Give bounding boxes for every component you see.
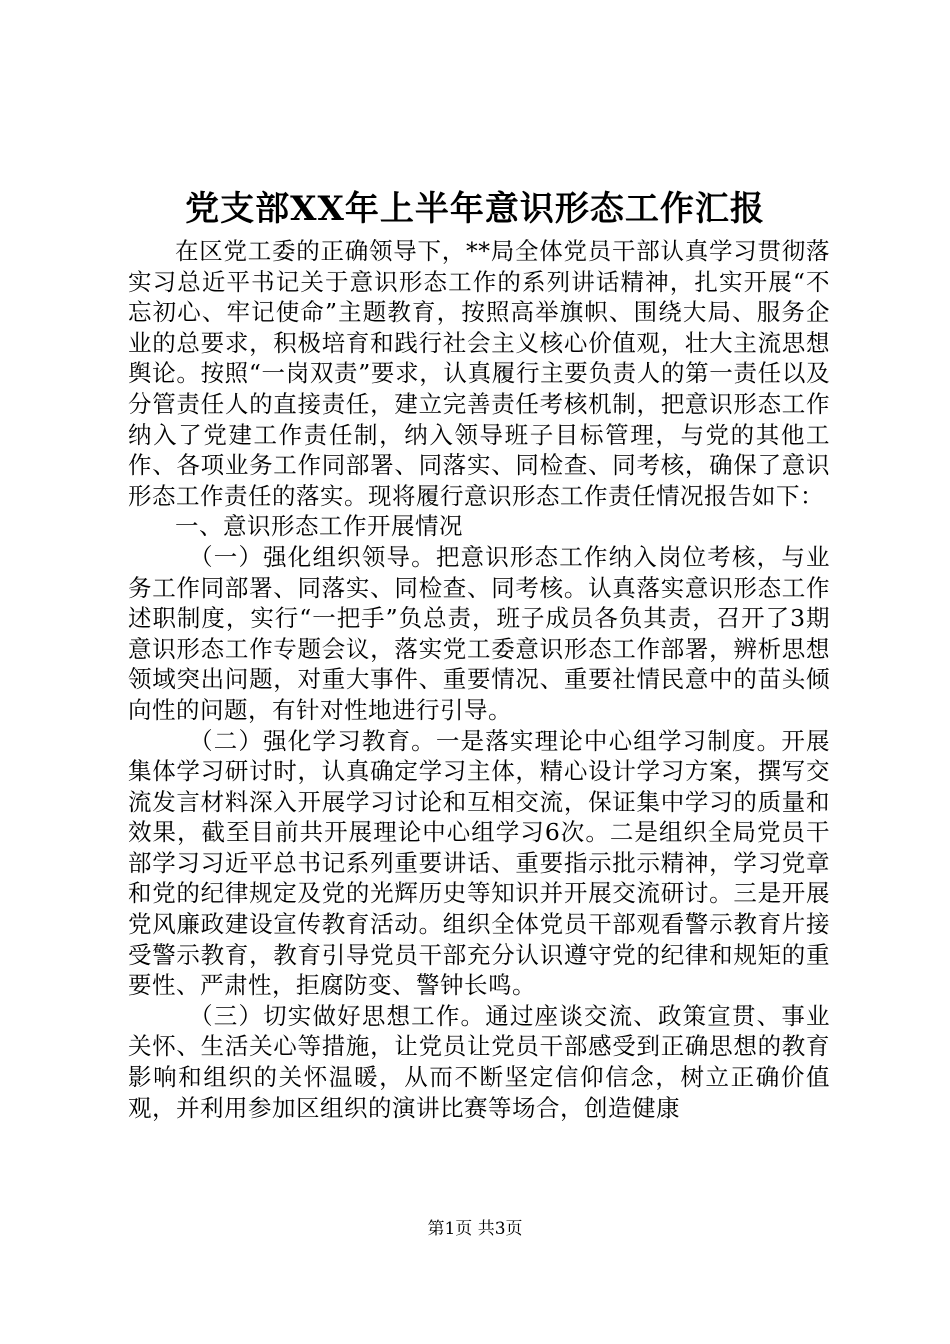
intro-paragraph: 在区党工委的正确领导下，**局全体党员干部认真学习贯彻落实习总近平书记关于意识形态工作的系列讲话精神，扎实开展“不忘初心、牢记使命”主题教育，按照高举旗帜、围绕大局、服务企业的总要求，积极培育和践行社会主义核心价值观，壮大主流思想舆论。按照“一岗双责”要求，认真履行主要负责人的第一责任以及分管责任人的直接责任，建立完善责任考核机制，把意识形态工作纳入了党建工作责任制，纳入领导班子目标管理，与党的其他工作、各项业务工作同部署、同落实、同检查、同考核，确保了意识形态工作责任的落实。现将履行意识形态工作责任情况报告如下： <box>128 237 830 510</box>
section-heading: 一、意识形态工作开展情况 <box>175 512 463 541</box>
item-paragraph-2: （二）强化学习教育。一是落实理论中心组学习制度。开展集体学习研讨时，认真确定学习主体，精心设计学习方案，撰写交流发言材料深入开展学习讨论和互相交流，保证集中学习的质量和效果，截至目前共开展理论中心组学习6次。二是组织全局党员干部学习习近平总书记系列重要讲话、重要指示批示精神，学习党章和党的纪律规定及党的光辉历史等知识并开展交流研讨。三是开展党风廉政建设宣传教育活动。组织全体党员干部观看警示教育片接受警示教育，教育引导党员干部充分认识遵守党的纪律和规矩的重要性、严肃性，拒腐防变、警钟长鸣。 <box>128 726 830 1000</box>
document-title: 党支部XX年上半年意识形态工作汇报 <box>185 189 765 229</box>
document-body <box>128 236 830 1123</box>
item-paragraph-1: （一）强化组织领导。把意识形态工作纳入岗位考核，与业务工作同部署、同落实、同检查、同考核。认真落实意识形态工作述职制度，实行“一把手”负总责，班子成员各负其责，召开了3期意识形态工作专题会议，落实党工委意识形态工作部署，辨析思想领域突出问题，对重大事件、重要情况、重要社情民意中的苗头倾向性的问题，有针对性地进行引导。 <box>128 542 830 724</box>
item-paragraph-3: （三）切实做好思想工作。通过座谈交流、政策宣贯、事业关怀、生活关心等措施，让党员让党员干部感受到正确思想的教育影响和组织的关怀温暖，从而不断坚定信仰信念，树立正确价值观，并利用参加区组织的演讲比赛等场合，创造健康 <box>128 1001 830 1122</box>
page-number-footer: 第1页 共3页 <box>427 1219 523 1239</box>
